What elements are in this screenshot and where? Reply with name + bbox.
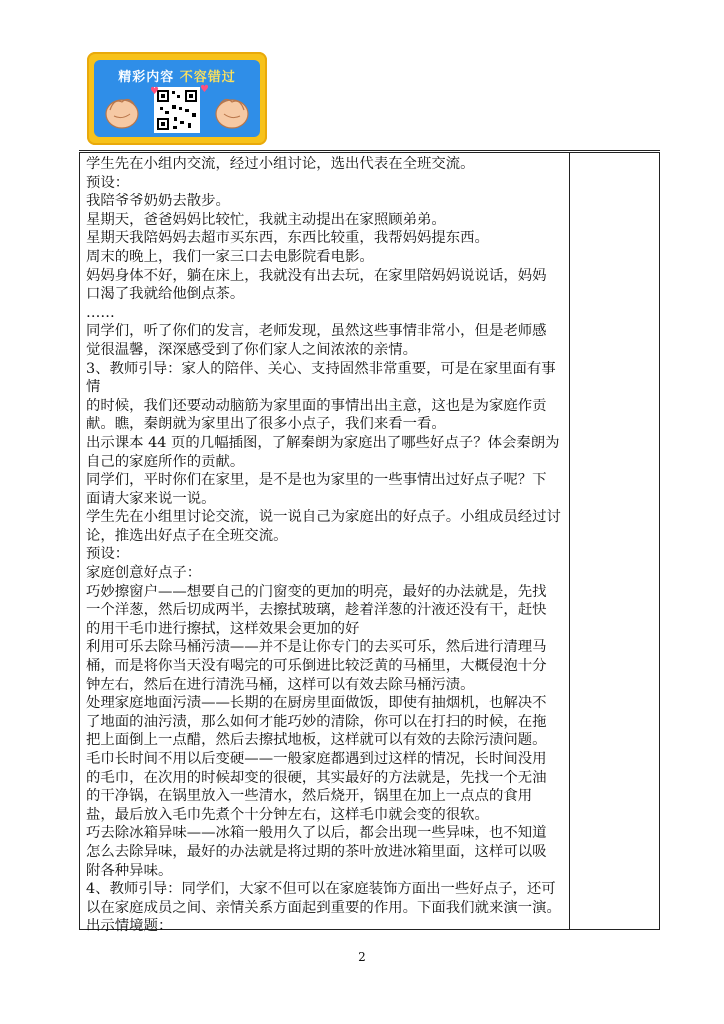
text-line: 论，推选出好点子在全班交流。 bbox=[86, 527, 288, 544]
qr-code-icon[interactable] bbox=[154, 87, 200, 133]
promo-banner-panel bbox=[94, 60, 260, 137]
text-line: 4、教师引导：同学们，大家不但可以在家庭装饰方面出一些好点子，还可 bbox=[86, 881, 556, 898]
promo-title-part2: 不容错过 bbox=[179, 70, 236, 85]
promo-title-part1: 精彩内容 bbox=[118, 70, 175, 85]
text-line: 毛巾长时间不用以后变硬——一般家庭都遇到过这样的情况，长时间没用 bbox=[86, 751, 547, 767]
text-line: 附各种异味。 bbox=[86, 862, 173, 879]
text-line: 学生先在小组里讨论交流，说一说自己为家庭出的好点子。小组成员经过讨 bbox=[86, 509, 561, 526]
text-line: 同学们，平时你们在家里，是不是也为家里的一些事情出过好点子呢？下 bbox=[86, 472, 547, 489]
text-line: 出示课本 44 页的几幅插图，了解秦朗为家庭出了哪些好点子？体会秦朗为 bbox=[86, 434, 560, 451]
text-line: 面请大家来说一说。 bbox=[86, 490, 216, 507]
page-number: 2 bbox=[358, 950, 366, 964]
text-line: 巧去除冰箱异味——冰箱一般用久了以后，都会出现一些异味，也不知道 bbox=[86, 825, 547, 842]
text-line: 钟左右，然后在进行清洗马桶，这样可以有效去除马桶污渍。 bbox=[86, 676, 475, 693]
clapping-hands-icon bbox=[100, 90, 144, 132]
text-line: 盐，最后放入毛巾先煮个十分钟左右，这样毛巾就会变的很软。 bbox=[86, 806, 489, 823]
text-line: 觉很温馨，深深感受到了你们家人之间浓浓的亲情。 bbox=[86, 341, 417, 358]
text-line: …… bbox=[86, 304, 115, 321]
text-line: 星期天我陪妈妈去超市买东西，东西比较重，我帮妈妈提东西。 bbox=[86, 230, 489, 247]
text-line: 了地面的油污渍，那么如何才能巧妙的清除，你可以在打扫的时候，在拖 bbox=[86, 713, 547, 730]
clapping-hands-icon bbox=[210, 90, 254, 132]
text-line: 把上面倒上一点醋，然后去擦拭地板，这样就可以有效的去除污渍问题。 bbox=[86, 732, 547, 749]
text-line: 妈妈身体不好，躺在床上，我就没有出去玩，在家里陪妈妈说说话，妈妈 bbox=[86, 267, 547, 284]
text-line: 桶，而是将你当天没有喝完的可乐倒进比较泛黄的马桶里，大概侵泡十分 bbox=[86, 658, 547, 675]
text-line: 学生先在小组内交流，经过小组讨论，选出代表在全班交流。 bbox=[86, 156, 475, 172]
table-column-divider bbox=[569, 153, 570, 929]
text-line: 出示情境题： bbox=[86, 918, 173, 935]
table-top-rule bbox=[79, 150, 660, 151]
text-line: 怎么去除异味，最好的办法就是将过期的茶叶放进冰箱里面，这样可以吸 bbox=[86, 843, 547, 860]
promo-banner-title bbox=[94, 66, 260, 85]
text-line: 预设： bbox=[86, 174, 130, 191]
text-line: 的用干毛巾进行擦拭，这样效果会更加的好 bbox=[86, 620, 360, 637]
text-line: 家庭创意好点子： bbox=[86, 565, 202, 582]
text-line: 周末的晚上，我们一家三口去电影院看电影。 bbox=[86, 248, 374, 265]
text-line: 的干净锅，在锅里放入一些清水，然后烧开，锅里在加上一点点的食用 bbox=[86, 788, 533, 805]
text-line: 献。瞧，秦朗就为家里出了很多小点子，我们来看一看。 bbox=[86, 416, 446, 433]
text-line: 的毛巾，在次用的时候却变的很硬，其实最好的方法就是，先找一个无油 bbox=[86, 769, 547, 786]
text-line: 一个洋葱，然后切成两半，去擦拭玻璃，趁着洋葱的汁液还没有干，赶快 bbox=[86, 602, 547, 619]
text-line: 自己的家庭所作的贡献。 bbox=[86, 453, 245, 470]
text-line: 巧妙擦窗户——想要自己的门窗变的更加的明亮，最好的办法就是，先找 bbox=[86, 583, 547, 600]
text-line: 3、教师引导：家人的陪伴、关心、支持固然非常重要，可是在家里面有事情 bbox=[86, 360, 556, 396]
text-line: 预设： bbox=[86, 546, 130, 563]
text-line: 以在家庭成员之间、亲情关系方面起到重要的作用。下面我们就来演一演。 bbox=[86, 899, 561, 916]
text-line: 同学们，听了你们的发言，老师发现，虽然这些事情非常小，但是老师感 bbox=[86, 323, 547, 340]
text-line: 口渴了我就给他倒点茶。 bbox=[86, 286, 245, 303]
text-line: 利用可乐去除马桶污渍——并不是让你专门的去买可乐，然后进行清理马 bbox=[86, 639, 547, 656]
heart-icon: ♥ bbox=[200, 84, 209, 95]
text-line: 我陪爷爷奶奶去散步。 bbox=[86, 193, 230, 210]
text-line: 的时候，我们还要动动脑筋为家里面的事情出出主意，这也是为家庭作贡 bbox=[86, 397, 547, 414]
text-line: 星期天，爸爸妈妈比较忙，我就主动提出在家照顾弟弟。 bbox=[86, 211, 446, 228]
text-line: 处理家庭地面污渍——长期的在厨房里面做饭，即使有抽烟机，也解决不 bbox=[86, 695, 547, 712]
promo-banner[interactable] bbox=[87, 52, 267, 145]
lesson-content bbox=[86, 155, 568, 936]
heart-icon: ♥ bbox=[150, 86, 159, 97]
